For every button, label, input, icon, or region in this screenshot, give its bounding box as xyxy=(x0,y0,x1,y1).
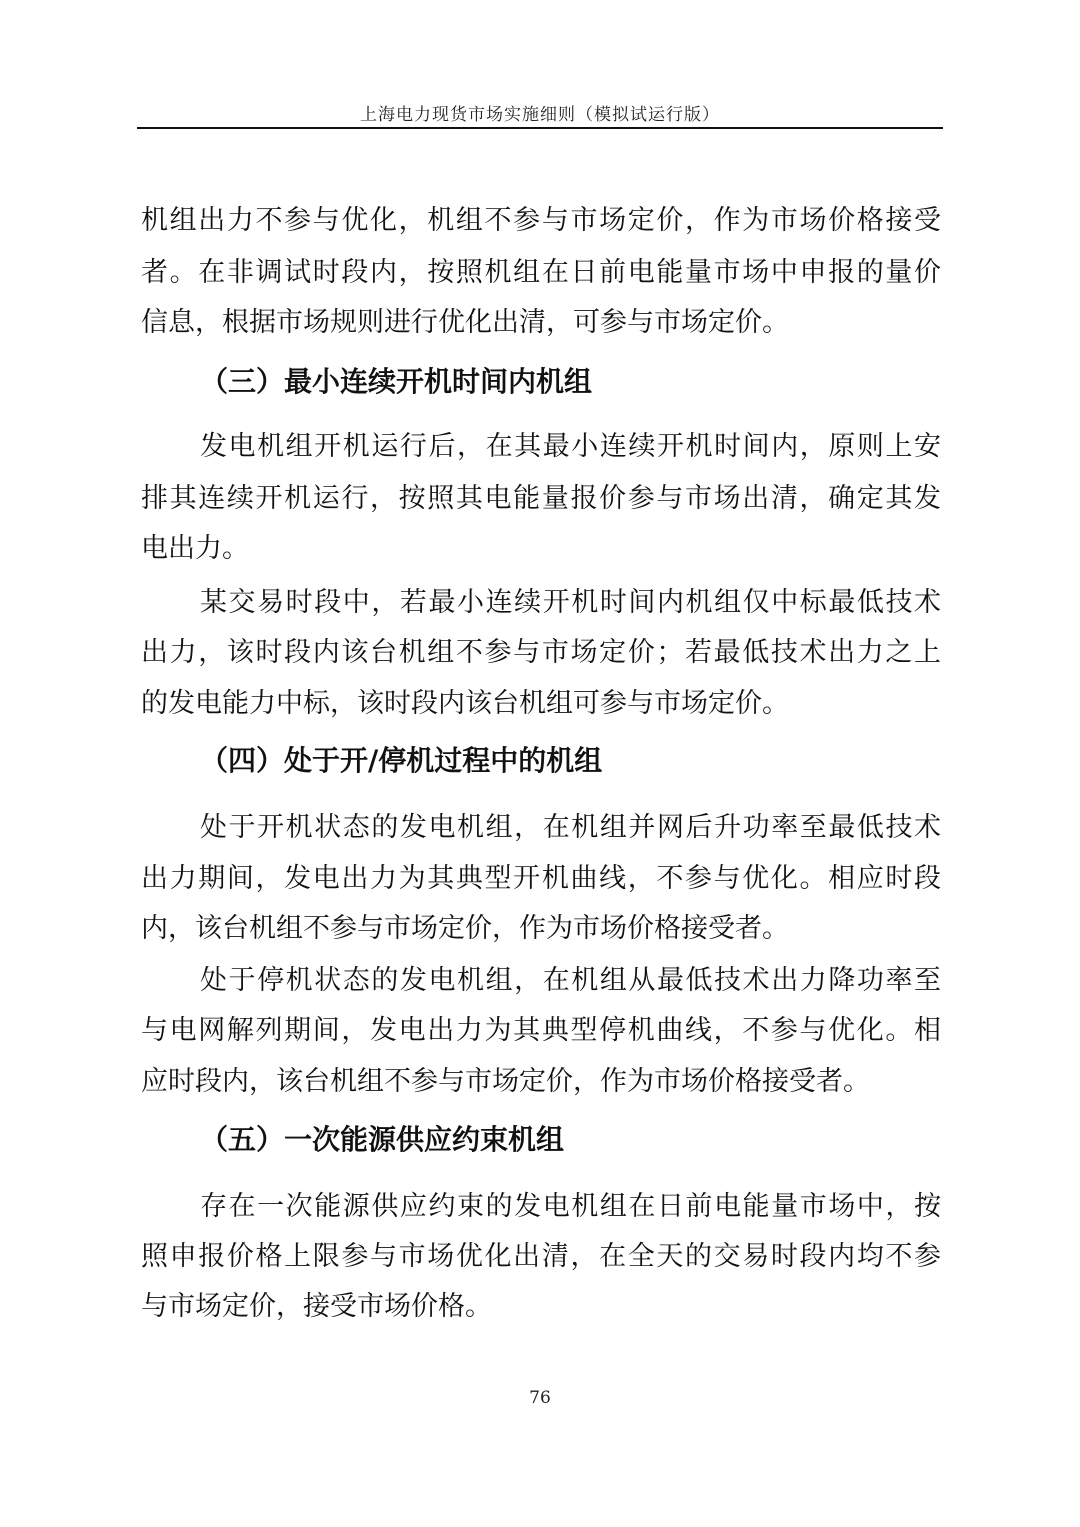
paragraph-line: 发电机组开机运行后，在其最小连续开机时间内，原则上安 xyxy=(200,431,941,462)
paragraph-line: 机组出力不参与优化，机组不参与市场定价，作为市场价格接受 xyxy=(141,205,941,236)
paragraph-line: 电出力。 xyxy=(141,533,249,564)
paragraph-line: 某交易时段中，若最小连续开机时间内机组仅中标最低技术 xyxy=(200,587,941,618)
header-rule xyxy=(137,127,943,129)
paragraph-line: 排其连续开机运行，按照其电能量报价参与市场出清，确定其发 xyxy=(141,483,941,514)
paragraph-line: 出力，该时段内该台机组不参与市场定价；若最低技术出力之上 xyxy=(141,637,941,668)
section-heading-5: （五）一次能源供应约束机组 xyxy=(200,1123,565,1156)
running-header: 上海电力现货市场实施细则（模拟试运行版） xyxy=(360,105,720,125)
page-number: 76 xyxy=(529,1388,551,1408)
paragraph-line: 者。在非调试时段内，按照机组在日前电能量市场中申报的量价 xyxy=(141,257,941,288)
section-heading-3: （三）最小连续开机时间内机组 xyxy=(200,365,593,398)
paragraph-line: 与市场定价，接受市场价格。 xyxy=(141,1291,492,1322)
section-heading-4: （四）处于开/停机过程中的机组 xyxy=(200,744,603,777)
paragraph-line: 出力期间，发电出力为其典型开机曲线，不参与优化。相应时段 xyxy=(141,863,941,894)
paragraph-line: 存在一次能源供应约束的发电机组在日前电能量市场中，按 xyxy=(200,1191,941,1222)
paragraph-line: 的发电能力中标，该时段内该台机组可参与市场定价。 xyxy=(141,688,789,719)
paragraph-line: 处于开机状态的发电机组，在机组并网后升功率至最低技术 xyxy=(200,812,941,843)
paragraph-line: 内，该台机组不参与市场定价，作为市场价格接受者。 xyxy=(141,913,789,944)
paragraph-line: 处于停机状态的发电机组，在机组从最低技术出力降功率至 xyxy=(200,965,941,996)
paragraph-line: 应时段内，该台机组不参与市场定价，作为市场价格接受者。 xyxy=(141,1066,870,1097)
paragraph-line: 照申报价格上限参与市场优化出清，在全天的交易时段内均不参 xyxy=(141,1241,941,1272)
paragraph-line: 信息，根据市场规则进行优化出清，可参与市场定价。 xyxy=(141,307,789,338)
paragraph-line: 与电网解列期间，发电出力为其典型停机曲线，不参与优化。相 xyxy=(141,1015,941,1046)
